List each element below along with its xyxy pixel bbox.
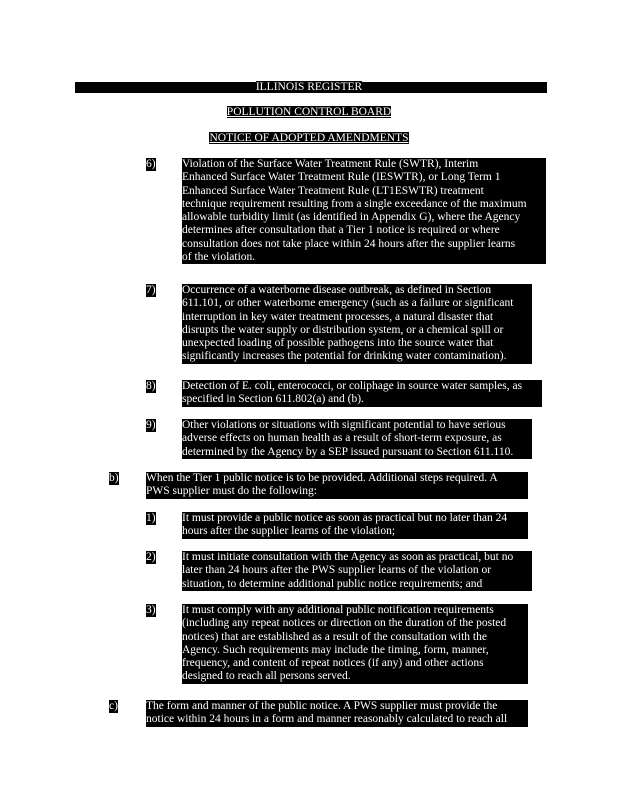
item-label-b1: 1) bbox=[146, 512, 156, 524]
item-text-c: The form and manner of the public notice. A PWS supplier must provide the notice within 24 hours in a form and manner reasonably calculated to reach all bbox=[146, 700, 528, 727]
item-label-8: 8) bbox=[146, 380, 156, 392]
item-label-b: b) bbox=[109, 472, 119, 484]
item-label-7: 7) bbox=[146, 284, 156, 296]
item-text-b1: It must provide a public notice as soon as practical but no later than 24 hours after the supplier learns of the violation; bbox=[182, 512, 528, 539]
item-label-9: 9) bbox=[146, 419, 156, 431]
register-title: ILLINOIS REGISTER bbox=[255, 81, 363, 93]
item-text-b: When the Tier 1 public notice is to be provided. Additional steps required. A PWS supplier must do the following: bbox=[146, 472, 528, 499]
item-text-b3: It must comply with any additional public notification requirements (including any repeat notices or direction on the duration of the posted notices) that are established as a result of the consultation with the Agency. Such requirements may include the timing, form, manner, frequency, and content of repeat notices (if any) and other actions designed to reach all persons served. bbox=[182, 604, 528, 684]
item-text-7: Occurrence of a waterborne disease outbreak, as defined in Section 611.101, or other waterborne emergency (such as a failure or significant interruption in key water treatment processes, a natural disaster that disrupts the water supply or distribution system, or a chemical spill or unexpected loading of possible pathogens into the source water that significantly increases the potential for drinking water contamination). bbox=[182, 284, 532, 364]
item-text-9: Other violations or situations with significant potential to have serious adverse effects on human health as a result of short-term exposure, as determined by the Agency by a SEP issued pursuant to Section 611.110. bbox=[182, 419, 532, 459]
item-text-b2: It must initiate consultation with the Agency as soon as practical, but no later than 24 hours after the PWS supplier learns of the violation or situation, to determine additional public notice requirements; and bbox=[182, 551, 532, 591]
notice-title: NOTICE OF ADOPTED AMENDMENTS bbox=[209, 132, 409, 144]
item-label-b2: 2) bbox=[146, 551, 156, 563]
item-label-c: c) bbox=[109, 700, 118, 712]
item-text-8: Detection of E. coli, enterococci, or coliphage in source water samples, as specified in Section 611.802(a) and (b). bbox=[182, 380, 542, 407]
item-text-6: Violation of the Surface Water Treatment Rule (SWTR), Interim Enhanced Surface Water Treatment Rule (IESWTR), or Long Term 1 Enhanced Surface Water Treatment Rule (LT1ESWTR) treatment technique requirement resulting from a single exceedance of the maximum allowable turbidity limit (as identified in Appendix G), where the Agency determines after consultation that a Tier 1 notice is required or where consultation does not take place within 24 hours after the supplier learns of the violation. bbox=[182, 158, 546, 264]
board-title: POLLUTION CONTROL BOARD bbox=[226, 106, 392, 118]
item-label-6: 6) bbox=[146, 158, 156, 170]
item-label-b3: 3) bbox=[146, 604, 156, 616]
